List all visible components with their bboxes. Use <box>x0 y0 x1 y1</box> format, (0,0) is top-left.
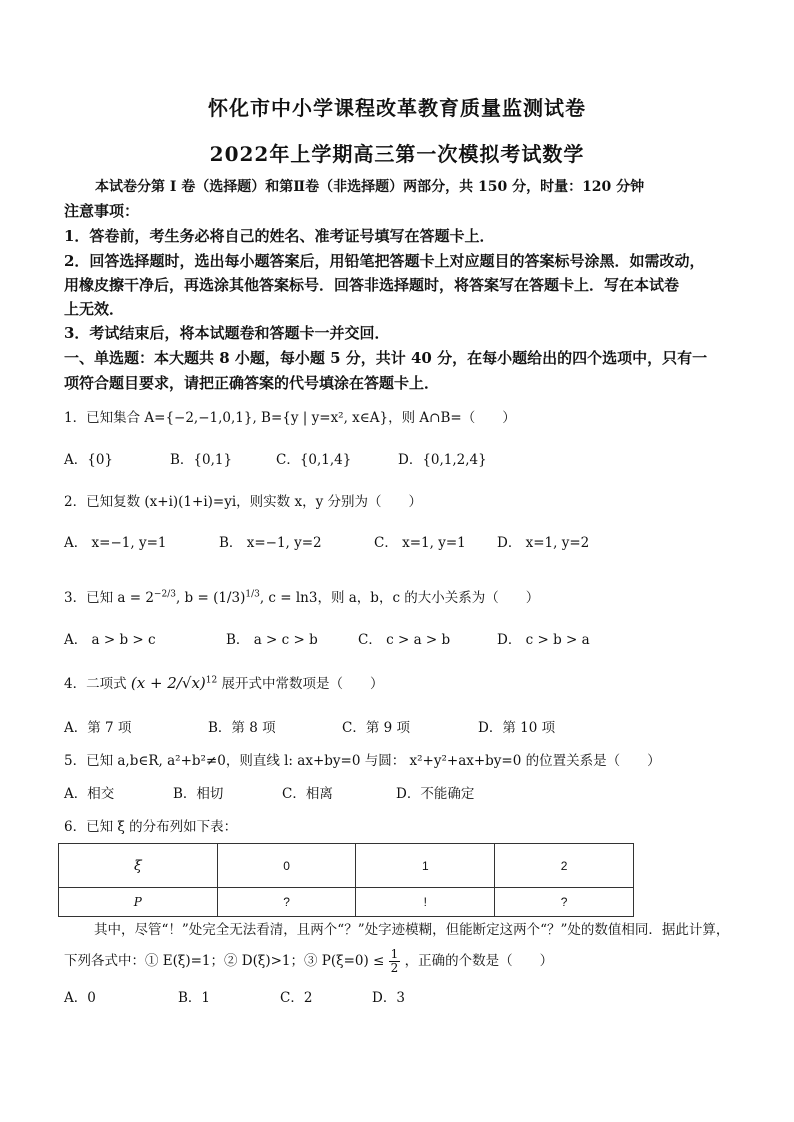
table-cell: P <box>59 888 218 917</box>
q5-option-c: C．相离 <box>282 786 333 802</box>
notes-title: 注意事项： <box>64 202 140 220</box>
q6-option-c: C．2 <box>280 990 313 1006</box>
q6-text-2-pre: 下列各式中：① E(ξ)=1；② D(ξ)>1；③ P(ξ=0) ≤ <box>64 953 385 969</box>
q3-stem-post: , c = ln3，则 a，b，c 的大小关系为（ ） <box>259 590 540 606</box>
note-1: 1．答卷前，考生务必将自己的姓名、准考证号填写在答题卡上． <box>64 227 495 245</box>
question-6-text-1: 其中，尽管“！”处完全无法看清，且两个“？”处字迹模糊，但能断定这两个“？”处的数值相同．据此计算， <box>94 922 730 938</box>
note-2-line-3: 上无效． <box>64 300 125 318</box>
note-2-line-2: 用橡皮擦干净后，再选涂其他答案标号．回答非选择题时，将答案写在答题卡上．写在本试卷 <box>64 276 680 294</box>
exam-title: 怀化市中小学课程改革教育质量监测试卷 <box>208 96 586 120</box>
q3-exponent-a: −2/3 <box>153 589 176 600</box>
q4-option-a: A．第 7 项 <box>64 720 132 736</box>
question-1-stem: 1．已知集合 A={−2,−1,0,1}, B={y | y=x², x∈A}，则 A∩B=（ ） <box>64 410 516 426</box>
q1-option-c: C．{0,1,4} <box>276 452 352 468</box>
question-2-stem: 2．已知复数 (x+i)(1+i)=yi，则实数 x，y 分别为（ ） <box>64 494 422 510</box>
q2-option-b: B． x=−1, y=2 <box>219 535 322 551</box>
q3-option-c: C． c > a > b <box>358 632 451 648</box>
q6-fraction-denominator: 2 <box>390 961 399 975</box>
q4-option-c: C．第 9 项 <box>342 720 411 736</box>
q1-option-a: A．{0} <box>64 452 114 468</box>
q2-option-d: D． x=1, y=2 <box>497 535 590 551</box>
q5-option-a: A．相交 <box>64 786 115 802</box>
q2-option-c: C． x=1, y=1 <box>374 535 466 551</box>
table-row <box>59 844 634 888</box>
q4-stem-post: 展开式中常数项是（ ） <box>221 676 384 692</box>
q2-option-a: A． x=−1, y=1 <box>64 535 167 551</box>
table-cell: ! <box>356 888 495 917</box>
q3-option-a: A． a > b > c <box>64 632 156 648</box>
question-6-stem: 6．已知 ξ 的分布列如下表： <box>64 819 238 835</box>
section-heading-line-2: 项符合题目要求，请把正确答案的代号填涂在答题卡上． <box>64 374 440 392</box>
q3-stem-pre: 3．已知 a = 2 <box>64 590 154 606</box>
q6-option-d: D．3 <box>372 990 405 1006</box>
q4-stem-pre: 4．二项式 <box>64 676 127 692</box>
question-6-text-2 <box>64 948 736 975</box>
section-heading-line-1: 一、单选题：本大题共 8 小题，每小题 5 分，共计 40 分，在每小题给出的四个选项中，只有一 <box>64 349 708 367</box>
q3-option-d: D． c > b > a <box>497 632 590 648</box>
q4-option-d: D．第 10 项 <box>478 720 556 736</box>
q3-exponent-b: 1/3 <box>245 589 260 600</box>
question-4-stem <box>64 672 736 692</box>
q6-fraction <box>389 948 401 975</box>
question-3-stem <box>64 586 736 606</box>
question-5-stem: 5．已知 a,b∈R, a²+b²≠0，则直线 l: ax+by=0 与圆： x²+y²+ax+by=0 的位置关系是（ ） <box>64 753 661 769</box>
note-2-line-1: 2．回答选择题时，选出每小题答案后，用铅笔把答题卡上对应题目的答案标号涂黑．如需改动， <box>64 252 705 270</box>
q1-option-d: D．{0,1,2,4} <box>398 452 487 468</box>
table-cell: ξ <box>59 844 218 888</box>
q5-option-d: D．不能确定 <box>396 786 475 802</box>
table-cell: 1 <box>356 844 495 888</box>
q5-option-b: B．相切 <box>173 786 224 802</box>
q6-option-b: B．1 <box>178 990 211 1006</box>
q6-fraction-numerator: 1 <box>390 947 399 961</box>
q4-option-b: B．第 8 项 <box>208 720 276 736</box>
q4-exponent: 12 <box>205 675 218 686</box>
q6-text-2-post: ，正确的个数是（ ） <box>404 953 554 969</box>
table-row <box>59 888 634 917</box>
q3-stem-mid: , b = (1/3) <box>175 590 246 606</box>
exam-subtitle: 2022年上学期高三第一次模拟考试数学 <box>209 142 585 166</box>
q6-option-a: A．0 <box>64 990 96 1006</box>
table-cell: ? <box>495 888 634 917</box>
q4-binomial-expression: (x + 2/√x) <box>130 674 206 692</box>
note-3: 3．考试结束后，将本试题卷和答题卡一并交回． <box>64 324 390 342</box>
exam-summary: 本试卷分第 I 卷（选择题）和第Ⅱ卷（非选择题）两部分，共 150 分，时量：120 分钟 <box>95 179 645 195</box>
q3-option-b: B． a > c > b <box>226 632 318 648</box>
table-cell: ? <box>217 888 356 917</box>
table-cell: 2 <box>495 844 634 888</box>
distribution-table <box>58 843 634 917</box>
table-cell: 0 <box>217 844 356 888</box>
q1-option-b: B．{0,1} <box>170 452 233 468</box>
